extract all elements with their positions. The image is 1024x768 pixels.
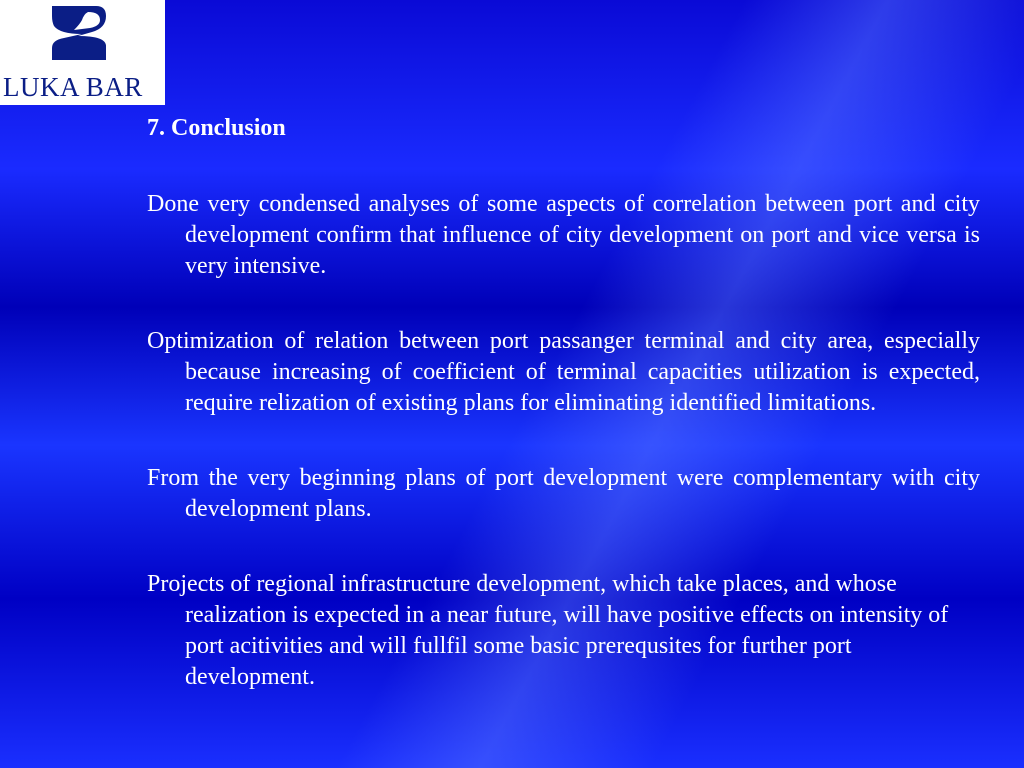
slide-heading: 7. Conclusion — [147, 115, 286, 141]
conclusion-paragraph: From the very beginning plans of port development were complementary with city development plans. — [147, 465, 980, 522]
conclusion-paragraph: Done very condensed analyses of some aspects of correlation between port and city development confirm that influence of city development on port and vice versa is very intensive. — [147, 191, 980, 279]
luka-bar-logo-icon — [48, 2, 114, 64]
company-logo — [0, 0, 165, 105]
slide-content — [147, 113, 980, 737]
logo-text: LUKA BAR — [3, 72, 143, 102]
conclusion-paragraph: Optimization of relation between port passanger terminal and city area, especially because increasing of coefficient of terminal capacities utilization is expected, require relization of existing plans for eliminating identified limitations. — [147, 328, 980, 416]
conclusion-paragraph: Projects of regional infrastructure development, which take places, and whose realization is expected in a near future, will have positive effects on intensity of port acitivities and will fullfil some basic prerequsites for further port development. — [147, 571, 949, 690]
